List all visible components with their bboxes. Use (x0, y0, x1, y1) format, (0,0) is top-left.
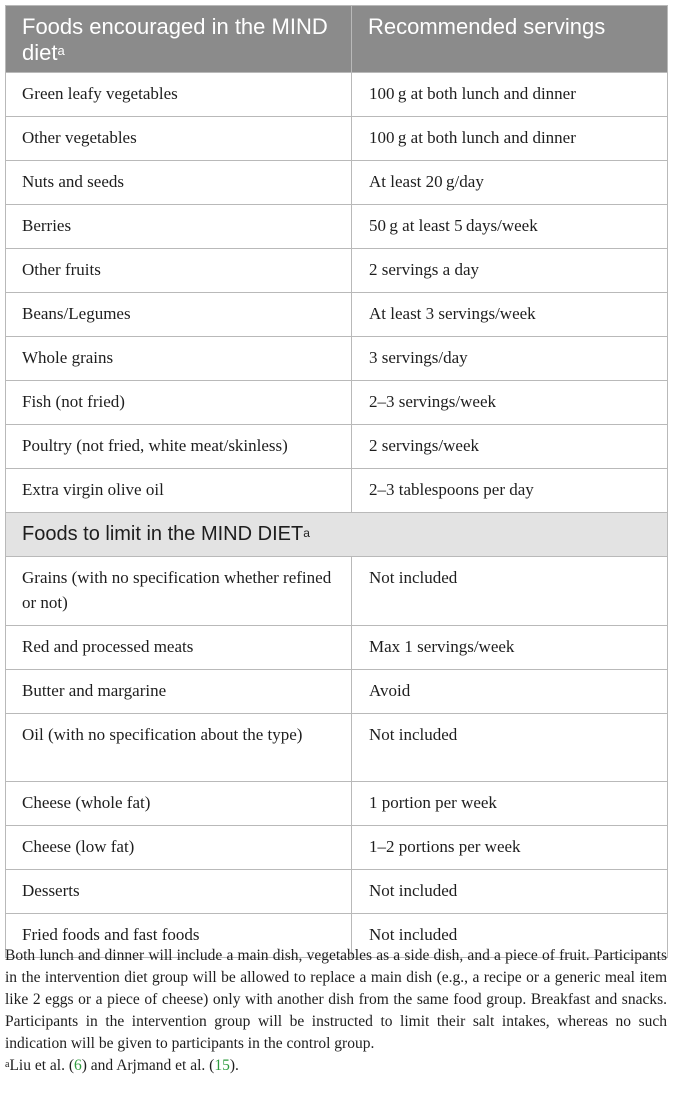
serving-cell: 1 portion per week (352, 782, 668, 826)
serving-cell: Not included (352, 714, 668, 782)
table-row (6, 293, 668, 337)
table-row (6, 626, 668, 670)
diet-table-container (5, 5, 667, 958)
table-row (6, 117, 668, 161)
serving-cell: At least 20 g/day (352, 161, 668, 205)
table-row (6, 557, 668, 626)
table-row (6, 337, 668, 381)
footnote-marker: a (5, 1059, 10, 1070)
serving-cell: Not included (352, 914, 668, 958)
footnote: $^a$Liu et al. (6) and Arjmand et al. (15). (5, 1057, 239, 1074)
serving-cell: Max 1 servings/week (352, 626, 668, 670)
serving-cell: 2–3 tablespoons per day (352, 469, 668, 513)
food-cell: Extra virgin olive oil (6, 469, 352, 513)
serving-cell: Not included (352, 557, 668, 626)
serving-cell: 100 g at both lunch and dinner (352, 117, 668, 161)
serving-cell: At least 3 servings/week (352, 293, 668, 337)
food-cell: Other vegetables (6, 117, 352, 161)
notes-paragraph: Both lunch and dinner will include a main dish, vegetables as a side dish, and a piece of fruit. Participants in the intervention diet group will be allowed to replace a main dish (e.g., a recipe or a generic meal item like 2 eggs or a piece of cheese) only with another dish from the same food group. Breakfast and snacks. Participants in the intervention group will be instructed to limit their salt intakes, whereas no such indication will be given to participants in the control group. (5, 947, 667, 1052)
table-row (6, 249, 668, 293)
table-row (6, 73, 668, 117)
header-recommended-servings: Recommended servings (352, 6, 668, 73)
footnote-marker: a (303, 526, 310, 540)
mind-diet-table (5, 5, 668, 958)
serving-cell: 3 servings/day (352, 337, 668, 381)
food-cell: Cheese (whole fat) (6, 782, 352, 826)
serving-cell: 2 servings/week (352, 425, 668, 469)
food-cell: Cheese (low fat) (6, 826, 352, 870)
food-cell: Oil (with no specification about the type) (6, 714, 352, 782)
section-header-limit (6, 513, 668, 557)
table-row (6, 782, 668, 826)
food-cell: Fish (not fried) (6, 381, 352, 425)
food-cell: Poultry (not fried, white meat/skinless) (6, 425, 352, 469)
serving-cell: 2–3 servings/week (352, 381, 668, 425)
food-cell: Fried foods and fast foods (6, 914, 352, 958)
footnote-marker: a (57, 43, 65, 58)
section-title: Foods to limit in the MIND DIET$^a$ (6, 513, 668, 557)
food-cell: Nuts and seeds (6, 161, 352, 205)
table-row (6, 381, 668, 425)
table-row (6, 425, 668, 469)
food-cell: Other fruits (6, 249, 352, 293)
table-row (6, 205, 668, 249)
food-cell: Beans/Legumes (6, 293, 352, 337)
table-row (6, 161, 668, 205)
food-cell: Grains (with no specification whether refined or not) (6, 557, 352, 626)
header-foods-encouraged: Foods encouraged in the MIND diet$^a$ (6, 6, 352, 73)
food-cell: Desserts (6, 870, 352, 914)
reference-link-15[interactable]: 15 (214, 1057, 230, 1074)
serving-cell: 2 servings a day (352, 249, 668, 293)
table-row (6, 870, 668, 914)
serving-cell: 1–2 portions per week (352, 826, 668, 870)
serving-cell: 100 g at both lunch and dinner (352, 73, 668, 117)
food-cell: Red and processed meats (6, 626, 352, 670)
food-cell: Berries (6, 205, 352, 249)
reference-link-6[interactable]: 6 (74, 1057, 82, 1074)
table-header-row (6, 6, 668, 73)
food-cell: Green leafy vegetables (6, 73, 352, 117)
table-row (6, 826, 668, 870)
table-notes (5, 945, 667, 1077)
food-cell: Butter and margarine (6, 670, 352, 714)
serving-cell: Avoid (352, 670, 668, 714)
serving-cell: 50 g at least 5 days/week (352, 205, 668, 249)
serving-cell: Not included (352, 870, 668, 914)
food-cell: Whole grains (6, 337, 352, 381)
table-row (6, 670, 668, 714)
table-row (6, 714, 668, 782)
table-row (6, 469, 668, 513)
